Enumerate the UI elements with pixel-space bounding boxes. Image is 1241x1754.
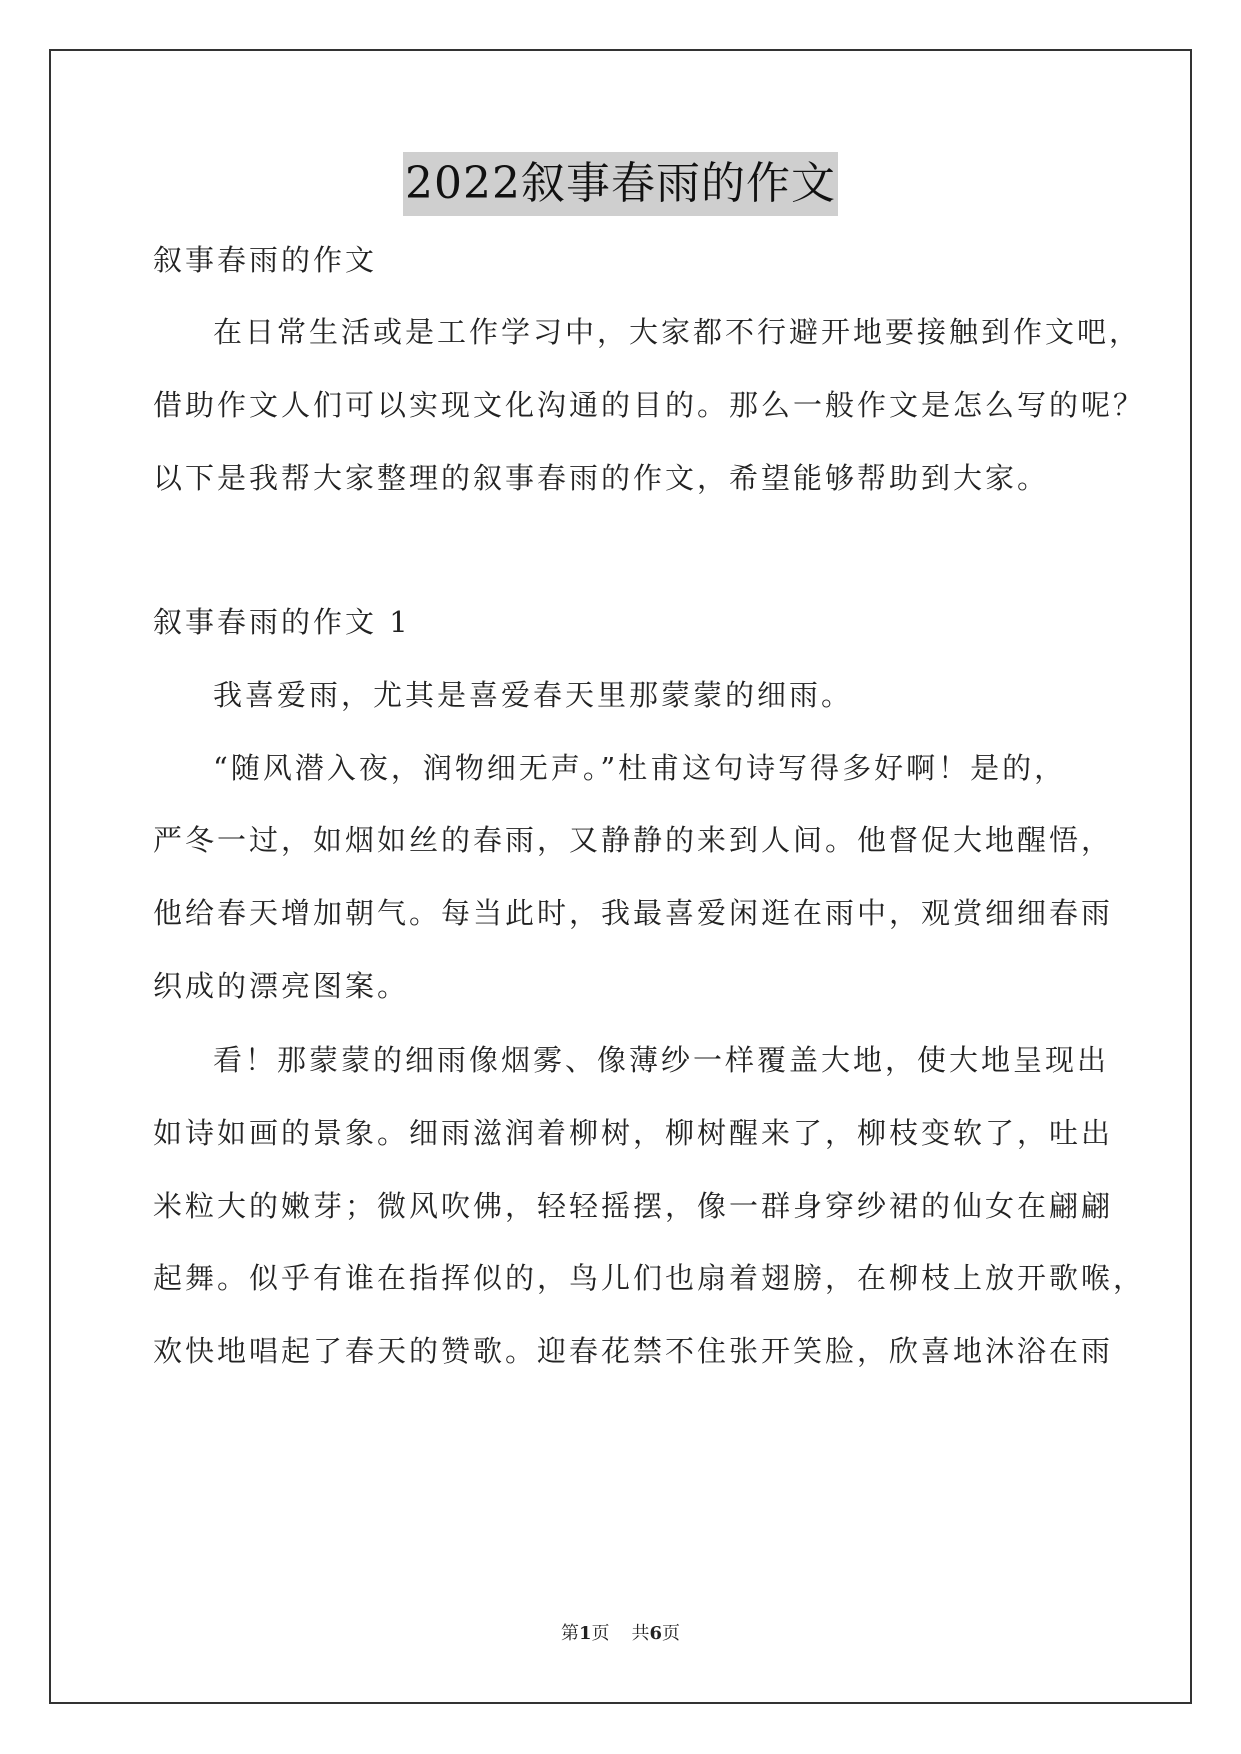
total-label-suffix: 页 — [662, 1623, 681, 1644]
page-number: 1 — [578, 1623, 592, 1644]
page-label-suffix: 页 — [591, 1623, 610, 1644]
paragraph-line: 看！那蒙蒙的细雨像烟雾、像薄纱一样覆盖大地，使大地呈现出 — [213, 1043, 1110, 1077]
paragraph-line: 欢快地唱起了春天的赞歌。迎春花禁不住张开笑脸，欣喜地沐浴在雨 — [153, 1334, 1114, 1368]
paragraph-line: “随风潜入夜，润物细无声。”杜甫这句诗写得多好啊！是的， — [213, 751, 1067, 785]
paragraph-line: 我喜爱雨，尤其是喜爱春天里那蒙蒙的细雨。 — [213, 678, 854, 712]
section-heading: 叙事春雨的作文 — [153, 243, 378, 277]
paragraph-line: 米粒大的嫩芽；微风吹佛，轻轻摇摆，像一群身穿纱裙的仙女在翩翩 — [153, 1189, 1114, 1223]
document-title: 2022叙事春雨的作文 — [403, 152, 838, 216]
title-wrap — [0, 152, 1241, 216]
section-heading: 叙事春雨的作文 1 — [153, 605, 411, 639]
paragraph-line: 起舞。似乎有谁在指挥似的，鸟儿们也扇着翅膀，在柳枝上放开歌喉， — [153, 1261, 1146, 1295]
page-footer — [0, 1622, 1241, 1646]
paragraph-line: 在日常生活或是工作学习中，大家都不行避开地要接触到作文吧， — [213, 315, 1142, 349]
page-label-prefix: 第 — [560, 1623, 579, 1644]
paragraph-line: 借助作文人们可以实现文化沟通的目的。那么一般作文是怎么写的呢？ — [153, 388, 1146, 422]
paragraph-line: 如诗如画的景象。细雨滋润着柳树，柳树醒来了，柳枝变软了，吐出 — [153, 1116, 1114, 1150]
paragraph-line: 以下是我帮大家整理的叙事春雨的作文，希望能够帮助到大家。 — [153, 461, 1050, 495]
paragraph-line: 严冬一过，如烟如丝的春雨，又静静的来到人间。他督促大地醒悟， — [153, 823, 1114, 857]
page-border — [49, 49, 1192, 1704]
paragraph-line: 他给春天增加朝气。每当此时，我最喜爱闲逛在雨中，观赏细细春雨 — [153, 896, 1114, 930]
paragraph-line: 织成的漂亮图案。 — [153, 969, 410, 1003]
total-pages: 6 — [649, 1623, 663, 1644]
total-label-prefix: 共 — [631, 1623, 650, 1644]
